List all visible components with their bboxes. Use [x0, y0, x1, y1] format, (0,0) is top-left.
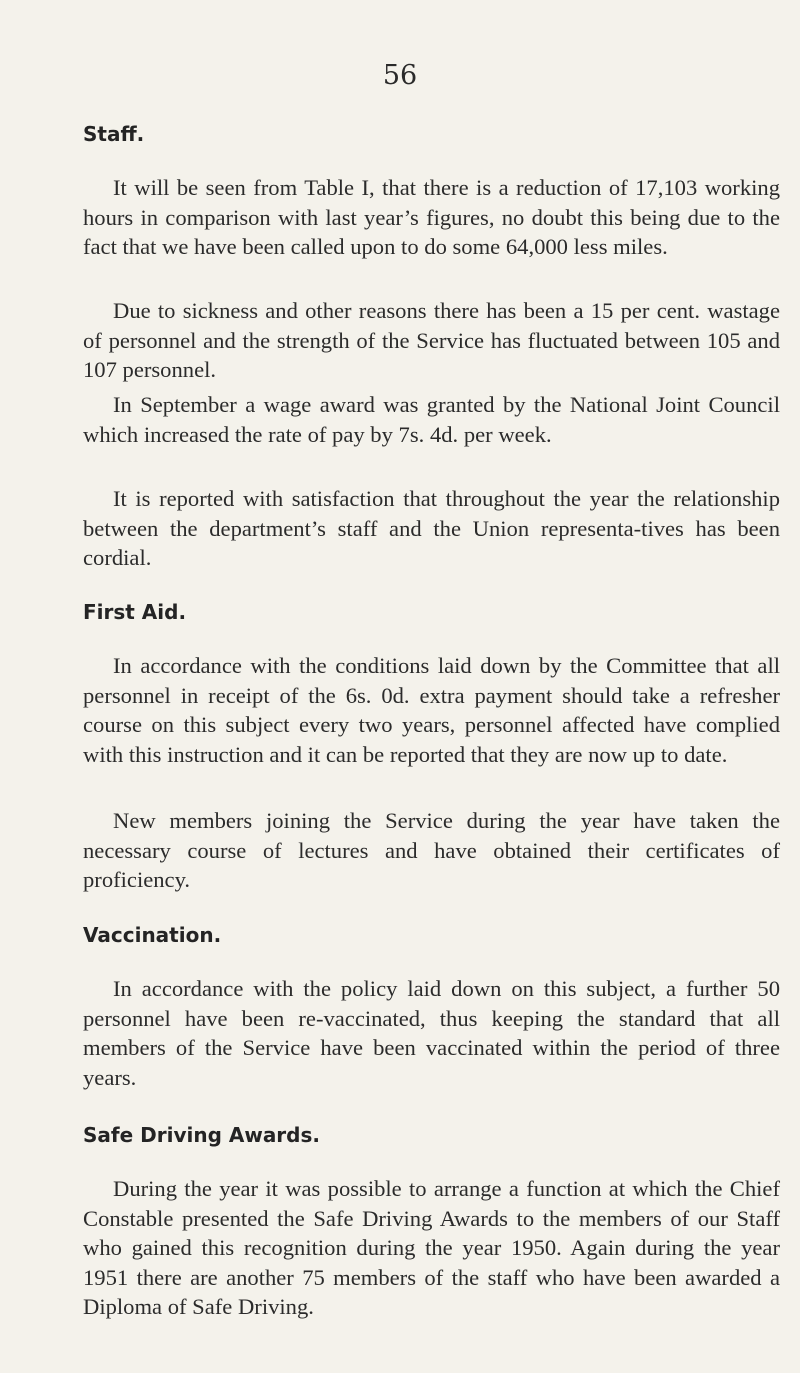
staff-paragraph-3: In September a wage award was granted by the National Joint Council which increased the rate of pay by 7s. 4d. per week.: [83, 392, 780, 447]
staff-paragraph-2: Due to sickness and other reasons there has been a 15 per cent. wastage of personnel and the strength of the Service has fluctuated between 105 and 107 personnel.: [83, 298, 780, 382]
section-heading-vaccination: Vaccination.: [83, 923, 222, 947]
staff-paragraph-1: It will be seen from Table I, that there is a reduction of 17,103 working hours in comparison with last year’s figures, no doubt this being due to the fact that we have been called upon to do some 64,000 less miles.: [83, 175, 780, 259]
vaccination-paragraph-1: In accordance with the policy laid down on this subject, a further 50 personnel have been re-vaccinated, thus keeping the standard that all members of the Service have been vaccinated within the period of three years.: [83, 976, 780, 1090]
staff-paragraph-4: It is reported with satisfaction that throughout the year the relationship between the department’s staff and the Union representa-tives has been cordial.: [83, 486, 780, 570]
section-heading-first-aid: First Aid.: [83, 600, 187, 624]
page-number: 56: [382, 60, 418, 91]
safe-driving-paragraph-1: During the year it was possible to arrange a function at which the Chief Constable presented the Safe Driving Awards to the members of our Staff who gained this recognition during the year 1950. Again during the year 1951 there are another 75 members of the staff who have been awarded a Diploma of Safe Driving.: [83, 1176, 780, 1319]
first-aid-paragraph-2: New members joining the Service during the year have taken the necessary course of lectures and have obtained their certificates of proficiency.: [83, 808, 780, 892]
first-aid-paragraph-1: In accordance with the conditions laid down by the Committee that all personnel in receipt of the 6s. 0d. extra payment should take a refresher course on this subject every two years, personnel affected have complied with this instruction and it can be reported that they are now up to date.: [83, 653, 780, 767]
section-heading-staff: Staff.: [83, 122, 145, 146]
section-heading-safe-driving-awards: Safe Driving Awards.: [83, 1123, 320, 1147]
